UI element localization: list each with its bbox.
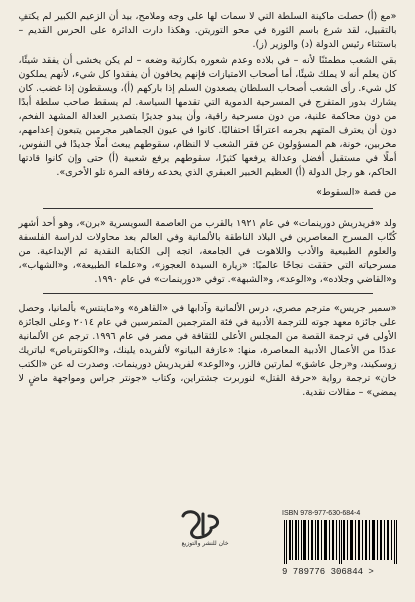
publisher-logo (175, 508, 235, 548)
excerpt-paragraph-2: بقي الشعب مطمئنًا لأنه – في بلاده وعدم شعوره بكارثية وضعه – لم يكن يخشى أن يفقد شيئًا، كان يعلم أنه لا يملك شيئًا، أما أصحاب الامتيازات فإنهم يخافون أن يفقدوا كل شيء، لأنهم يملكون كل شيء. رأى الشعب أصحاب السلطان يصعدون السلم إذا باركهم (أ)، ويسقطون إذا غضب. كان يشارك بدور المتفرج في المسرحية الدموية التي تقدمها السياسة. لم يسقط صاحب سلطة أبدًا من دون محاكمة علنية، من دون مسرحية راقية، وأن يبدو جديرًا بتصدير العدالة المشهد الفخم، دون أن يعترف المتهم بجرمه اعترافًا احتفاليًا. كانوا في عيون الجماهير مجرمين يتبعون إعدامهم، مخربين، خونة، هم المسؤولون عن فقر الشعب لا النظام، سقوطهم يبعث أملًا جديدًا في النفوس، أملًا في مستقبل أفضل وعدالة يرفعها كثيرًا، سقوطهم يرفع شعبية (أ) حتى وإن كانوا قادتها الحاكم، هو رجل الدولة (أ) العظيم الخبير العبقري الذي يخدعه رفاقه المرة تلو الأخرى». (18, 55, 397, 178)
section-divider-1 (43, 208, 373, 209)
barcode-number: 9 789776 306844 > (282, 567, 374, 577)
section-divider-2 (43, 293, 373, 294)
publisher-logo-text: كتب (204, 523, 206, 524)
isbn-barcode-area (282, 510, 402, 582)
author-bio-section (19, 217, 397, 287)
translator-bio: «سمير جريس» مترجم مصري، درس الألمانية وآدابها في «القاهرة» و«ماينتس» بألمانيا، وحصل على جائزة معهد جوته للترجمة الأدبية في فئة المترجمين المتمرسين في عام ٢٠١٤ وعلى الجائزة الأولى في ترجمة القصة من المجلس الأعلى للثقافة في مصر في عام ١٩٩٦. ترجم عن الألمانية عددًا من الأعمال الأدبية المعاصرة، منها: «عازفة البيانو» لألفريده يلينك، و«الكونترباص» لباتريك زوسكيند، و«رجل عاشق» لمارتين فالزر، و«الوعد» لفريدريش دورينمات. وصدرت له عن «الكتب خان» ترجمة رواية «حرفة القتل» لنوربرت جشتراين، وكتاب «جونتر جراس ومواجهة ماضٍ لا يمضي» – مقالات نقدية. (18, 303, 397, 398)
translator-bio-section (19, 302, 397, 400)
publisher-logo-subtext: خان للنشر والتوزيع (181, 540, 229, 547)
excerpt-source: من قصة «السقوط» (316, 187, 397, 198)
barcode (282, 518, 402, 566)
author-bio: ولد «فريدريش دورينمات» في عام ١٩٢١ بالقرب من العاصمة السويسرية «برن»، وهو أحد أشهر كُتّاب المسرح المعاصرين في البلاد الناطقة بالألمانية وفي العالم بعد محاولات لدراسة الفلسفة والعلوم الطبيعية والأدب واللاهوت في الجامعة، اتجه إلى الكتابة النقدية ثم الإبداعية. من مسرحياته التي حققت نجاحًا عالميًا: «زيارة السيدة العجوز»، و«علماء الطبيعة»، و«الشهاب»، و«القاضي وجلاده»، و«الوعد»، و«الشبهة». توفي «دورينمات» في عام ١٩٩٠. (18, 218, 397, 285)
excerpt-paragraph-1: «مع (أ) حصلت ماكينة السلطة التي لا سمات لها على وجه وملامح، بيد أن الزعيم الكبير لم يكتفِ بالتقبيل، لقد شرع باسم الثورة في محو التوريتن. وهكذا دارت الدائرة على الحرس القديم – باستثناء رئيس الدولة (د) والوزير (ز). (18, 11, 397, 50)
excerpt-section (19, 10, 397, 200)
isbn-label: ISBN 978-977-630-684-4 (282, 510, 361, 517)
